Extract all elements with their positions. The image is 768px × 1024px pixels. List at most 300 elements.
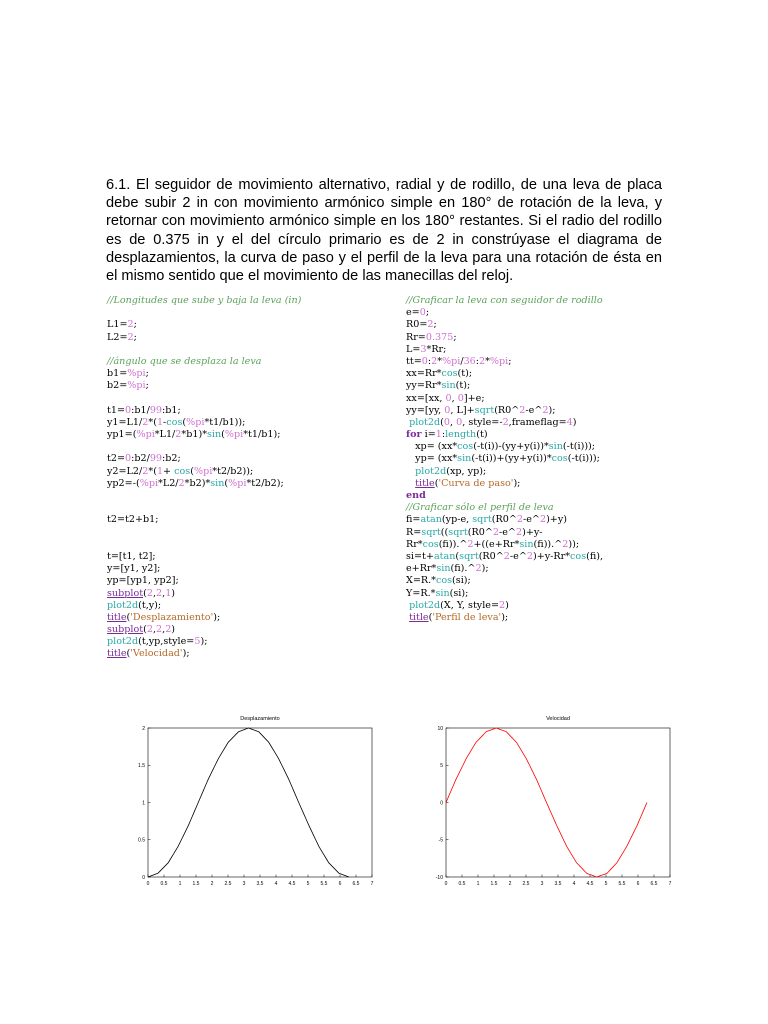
code-line	[107, 514, 301, 526]
code-token: (-t(i))-(yy+y(i))*	[473, 441, 549, 453]
code-token: ,	[162, 624, 166, 636]
code-token: %pi	[193, 465, 213, 477]
code-token: (-t(i))+(yy+y(i))*	[471, 453, 552, 465]
code-token: ;	[145, 368, 149, 380]
code-token: L2=	[107, 331, 128, 343]
code-token: )	[171, 624, 176, 636]
code-token: 0	[444, 404, 451, 416]
code-token: si=t+	[406, 550, 434, 562]
code-token: 2	[127, 319, 134, 331]
x-tick-label: 1.5	[490, 881, 498, 887]
code-line	[107, 490, 301, 502]
code-line	[107, 295, 301, 307]
code-token: );	[182, 648, 190, 660]
code-token: );	[200, 636, 208, 648]
code-token: 2	[479, 355, 486, 367]
code-token: +((e+Rr*	[473, 538, 520, 550]
code-token: sqrt	[474, 404, 495, 416]
code-token: *Rr;	[426, 343, 447, 355]
code-token: %pi	[224, 429, 244, 441]
code-token: plot2d	[107, 636, 139, 648]
code-token: 0.375	[425, 331, 454, 343]
code-token: (t,yp,style=	[138, 636, 195, 648]
code-line	[406, 575, 603, 587]
code-token: )	[171, 587, 176, 599]
x-tick-label: 7	[668, 881, 672, 887]
code-token: subplot	[107, 624, 144, 636]
code-token: cos	[166, 416, 183, 428]
code-line	[107, 319, 301, 331]
code-token: t=[t1, t2];	[107, 550, 156, 562]
code-line	[107, 417, 301, 429]
plot-frame	[148, 728, 372, 877]
code-token: :b2;	[162, 453, 181, 465]
code-line	[107, 575, 301, 587]
code-token: subplot	[107, 587, 144, 599]
code-token: 36	[463, 355, 476, 367]
code-token: )	[505, 599, 509, 611]
code-token: //Graficar sólo el perfil de leva	[406, 502, 554, 514]
code-token: ;	[453, 331, 457, 343]
code-line	[107, 612, 301, 624]
code-token: *t2/b2));	[212, 465, 254, 477]
code-line	[406, 551, 603, 563]
code-token: 2	[146, 624, 153, 636]
code-token: ;	[508, 355, 512, 367]
code-token: 2	[539, 514, 547, 526]
scilab-code-left	[107, 295, 301, 661]
code-line	[406, 393, 603, 405]
code-token: -e^	[509, 550, 527, 562]
code-line	[107, 600, 301, 612]
code-token: ,	[162, 587, 166, 599]
code-token: length	[445, 429, 477, 441]
code-line	[406, 356, 603, 368]
code-token: :b2/	[131, 453, 150, 465]
code-token: 0	[443, 416, 451, 428]
x-tick-label: 6.5	[650, 881, 658, 887]
code-token: ,	[152, 587, 157, 599]
code-line	[406, 453, 603, 465]
code-token: 2	[492, 526, 500, 538]
code-token: )+y-	[522, 526, 543, 538]
code-token: )+y-Rr*	[532, 550, 571, 562]
code-line	[406, 368, 603, 380]
scilab-code-right	[406, 295, 603, 624]
code-token: sqrt	[459, 550, 479, 562]
code-token: 2	[503, 550, 510, 562]
code-token: %pi	[127, 368, 146, 380]
code-token: xx=Rr*	[406, 368, 442, 380]
code-token: )+y)	[546, 514, 568, 526]
code-line	[107, 502, 301, 514]
code-token: sin	[441, 380, 456, 392]
code-token: 2	[515, 526, 523, 538]
code-token: 0	[125, 404, 132, 416]
code-line	[107, 563, 301, 575]
code-token: %pi	[228, 477, 247, 489]
code-token: *t1/b1));	[204, 416, 246, 428]
x-tick-label: 0.5	[458, 881, 466, 887]
code-line	[406, 539, 603, 551]
code-line	[406, 612, 603, 624]
code-token: (fi)).^	[438, 538, 468, 550]
y-tick-label: 2	[142, 725, 145, 732]
code-token: ;	[425, 307, 430, 319]
y-tick-label: -10	[435, 874, 443, 881]
code-token: /	[460, 355, 464, 367]
code-token: 2	[175, 429, 182, 441]
code-token: %pi	[442, 355, 461, 367]
code-line	[107, 453, 301, 465]
x-tick-label: 1	[476, 881, 480, 887]
code-token: 1	[156, 416, 164, 428]
code-token: 2	[475, 563, 482, 575]
code-token: ,	[450, 416, 457, 428]
code-token: 0	[457, 392, 464, 404]
code-line	[406, 429, 603, 441]
code-token: %pi	[186, 416, 205, 428]
code-token: plot2d	[409, 599, 441, 611]
code-line	[107, 539, 301, 551]
code-token: plot2d	[409, 416, 441, 428]
code-token: L1=	[107, 319, 128, 331]
code-token: 'Perfil de leva'	[432, 611, 502, 623]
code-token: );	[501, 611, 509, 623]
x-tick-label: 4	[572, 881, 576, 887]
code-token: ;	[145, 380, 149, 392]
code-token: :	[441, 429, 446, 441]
code-token: 5	[194, 636, 201, 648]
code-line	[406, 600, 603, 612]
code-token: Rr=	[406, 331, 426, 343]
code-token: (-t(i)));	[567, 453, 600, 465]
x-tick-label: 3	[540, 881, 544, 887]
code-token: 2	[499, 599, 506, 611]
code-token: (si);	[449, 587, 469, 599]
code-token: plot2d	[107, 599, 139, 611]
code-token: fi=	[406, 514, 421, 526]
code-line	[107, 441, 301, 453]
code-token: 'Curva de paso'	[438, 477, 514, 489]
code-token: sin	[519, 538, 534, 550]
code-token: 2	[562, 538, 569, 550]
code-token: i=	[421, 429, 436, 441]
code-token: y2=L2/	[107, 465, 143, 477]
code-token: :	[427, 355, 432, 367]
code-token: , L]+	[450, 404, 475, 416]
code-token: title	[415, 477, 435, 489]
code-line	[406, 307, 603, 319]
code-token: R0=	[406, 319, 428, 331]
code-line	[107, 429, 301, 441]
series-line	[148, 728, 349, 877]
code-token: (t);	[455, 380, 471, 392]
x-tick-label: 0	[146, 881, 150, 887]
code-token: (	[126, 611, 131, 623]
code-token: sqrt	[421, 526, 441, 538]
code-token: %pi	[489, 355, 509, 367]
code-token: atan	[433, 550, 456, 562]
code-token: cos	[457, 441, 474, 453]
code-token: yy=[yy,	[406, 404, 445, 416]
code-token: , style=-	[462, 416, 503, 428]
code-token: for	[406, 429, 422, 441]
code-line	[406, 514, 603, 526]
code-token: 2	[519, 404, 526, 416]
code-token: sin	[435, 587, 450, 599]
x-tick-label: 2.5	[522, 881, 530, 887]
code-token: *b2)*	[184, 477, 211, 489]
code-token: (R0^	[467, 526, 493, 538]
code-token: *(	[148, 465, 157, 477]
code-line	[406, 527, 603, 539]
code-token: -e^	[525, 404, 543, 416]
code-token: cos	[422, 538, 439, 550]
displacement-chart	[130, 710, 380, 900]
code-line	[107, 527, 301, 539]
code-token: 1	[435, 429, 442, 441]
x-tick-label: 0.5	[160, 881, 168, 887]
x-tick-label: 5.5	[618, 881, 626, 887]
code-token: tt=	[406, 355, 422, 367]
code-token: 2	[467, 538, 474, 550]
code-line	[107, 551, 301, 563]
code-token: %pi	[136, 429, 155, 441]
code-token: 2	[156, 624, 163, 636]
code-token: );	[513, 477, 521, 489]
code-token: );	[213, 611, 221, 623]
code-token: 'Desplazamiento'	[130, 611, 214, 623]
y-tick-label: 10	[437, 725, 443, 732]
chart-title: Velocidad	[546, 716, 570, 722]
code-line	[107, 648, 301, 660]
code-token: (	[190, 465, 194, 477]
code-token: t1=	[107, 404, 125, 416]
code-token	[406, 478, 415, 489]
x-tick-label: 4.5	[586, 881, 594, 887]
code-token: 2	[142, 416, 149, 428]
x-tick-label: 3.5	[554, 881, 562, 887]
code-token: 3	[420, 343, 427, 355]
code-line	[406, 441, 603, 453]
code-token: (	[221, 429, 225, 441]
x-tick-label: 1	[178, 881, 182, 887]
code-token: *b1)*	[181, 429, 207, 441]
code-token: :b1/	[131, 404, 150, 416]
code-token: 2	[542, 404, 549, 416]
code-token: (R0^	[491, 514, 517, 526]
code-token: (	[428, 611, 433, 623]
x-tick-label: 6	[338, 881, 342, 887]
code-token: 2	[516, 514, 523, 526]
x-tick-label: 2	[210, 881, 214, 887]
code-token: :	[475, 355, 480, 367]
code-token: cos	[435, 575, 453, 587]
code-token: :b1;	[162, 404, 181, 416]
chart-title: Desplazamiento	[240, 716, 280, 722]
code-token: sin	[457, 453, 472, 465]
code-token: ;	[133, 319, 137, 331]
code-token: (t,y);	[138, 599, 162, 611]
code-token: yp=[yp1, yp2];	[107, 575, 179, 587]
y-tick-label: 5	[440, 763, 443, 770]
code-token: yp= (xx*	[406, 453, 458, 465]
code-token: (t);	[457, 368, 473, 380]
code-token: plot2d	[415, 465, 447, 477]
code-token: 2	[165, 624, 172, 636]
y-tick-label: -5	[438, 837, 443, 844]
code-token: 0	[125, 453, 132, 465]
code-token: cos	[551, 453, 568, 465]
code-token: title	[409, 611, 429, 623]
code-line	[406, 466, 603, 478]
code-token: b2=	[107, 380, 128, 392]
code-token: 1	[156, 465, 164, 477]
code-token: 2	[178, 477, 185, 489]
y-tick-label: 0	[142, 874, 145, 881]
code-token: (	[434, 477, 439, 489]
x-tick-label: 3.5	[256, 881, 264, 887]
x-tick-label: 3	[242, 881, 246, 887]
code-token: *t2/b2);	[246, 477, 284, 489]
code-line	[406, 417, 603, 429]
code-token: ,	[152, 624, 157, 636]
code-token: X=R.*	[406, 575, 436, 587]
code-token: (fi)).^	[533, 538, 563, 550]
code-token: *L2/	[158, 477, 179, 489]
code-token: (R0^	[494, 404, 520, 416]
code-line	[107, 393, 301, 405]
code-token: *L1/	[154, 429, 176, 441]
code-token: -e^	[499, 526, 516, 538]
x-tick-label: 4	[274, 881, 278, 887]
code-token: b1=	[107, 368, 128, 380]
code-line	[406, 319, 603, 331]
code-token: )	[572, 416, 577, 428]
code-token: (	[143, 624, 147, 636]
code-line	[406, 502, 603, 514]
code-token: 0	[445, 392, 452, 404]
code-line	[107, 636, 301, 648]
code-token: sin	[207, 429, 222, 441]
code-token: (fi).^	[450, 563, 476, 575]
code-token: //ángulo que se desplaza la leva	[107, 355, 262, 367]
code-token: (	[143, 587, 147, 599]
code-token: y1=L1/	[107, 416, 143, 428]
code-line	[406, 490, 603, 502]
code-token: t2=	[107, 453, 125, 465]
code-token: //Graficar la leva con seguidor de rodillo	[406, 295, 603, 306]
code-line	[107, 356, 301, 368]
code-line	[107, 588, 301, 600]
code-token: +	[163, 465, 175, 477]
code-token: yy=Rr*	[406, 380, 442, 392]
code-token: sin	[548, 441, 563, 453]
code-token: (	[455, 550, 460, 562]
code-line	[107, 307, 301, 319]
code-token: e=	[406, 307, 420, 319]
code-token: 2	[502, 416, 509, 428]
x-tick-label: 2.5	[224, 881, 232, 887]
code-token: ]+e;	[463, 392, 485, 404]
code-token: 1	[165, 587, 172, 599]
y-tick-label: 1	[142, 800, 145, 807]
code-token: (	[224, 477, 229, 489]
code-line	[107, 478, 301, 490]
y-tick-label: 1.5	[138, 763, 145, 770]
code-line	[107, 332, 301, 344]
code-token: 99	[149, 404, 163, 416]
code-token: ,frameflag=	[508, 416, 567, 428]
code-token: 2	[156, 587, 163, 599]
code-token: ;	[433, 319, 437, 331]
code-token: sqrt	[472, 514, 492, 526]
code-token: (	[440, 416, 444, 428]
x-tick-label: 6.5	[352, 881, 360, 887]
x-tick-label: 5	[604, 881, 608, 887]
code-token: title	[107, 648, 127, 660]
code-token: t2=t2+b1;	[107, 514, 159, 526]
code-line	[107, 405, 301, 417]
code-token: 4	[566, 416, 573, 428]
y-tick-label: 0.5	[138, 837, 145, 844]
problem-statement: 6.1. El seguidor de movimiento alternativo, radial y de rodillo, de una leva de placa debe subir 2 in con movimiento armónico simple en 180° de rotación de la leva, y retornar con movimiento armónico simple en los 180° restantes. Si el radio del rodillo es de 0.375 in y el del círculo primario es de 2 in constrúyase el diagrama de desplazamientos, la curva de paso y el perfil de la leva para una rotación de ésta en el mismo sentido que el movimiento de las manecillas del reloj.	[106, 177, 662, 285]
code-token: *(	[148, 416, 157, 428]
code-token: (R0^	[478, 550, 504, 562]
code-token: *	[485, 355, 490, 367]
code-token: 99	[149, 453, 163, 465]
plot-frame	[446, 728, 670, 877]
code-token: (X, Y, style=	[440, 599, 500, 611]
code-token: cos	[174, 465, 191, 477]
code-token: xp= (xx*	[406, 441, 458, 453]
code-token: //Longitudes que sube y baja la leva (in)	[107, 295, 302, 306]
code-line	[107, 344, 301, 356]
code-token: 'Velocidad'	[130, 648, 183, 660]
code-token: 2	[431, 355, 438, 367]
code-token: ));	[568, 538, 580, 550]
code-token: %pi	[127, 380, 146, 392]
x-tick-label: 5	[306, 881, 310, 887]
x-tick-label: 0	[444, 881, 448, 887]
code-token: 2	[142, 465, 149, 477]
x-tick-label: 1.5	[192, 881, 200, 887]
code-token: 0	[456, 416, 463, 428]
code-token: cos	[570, 550, 587, 562]
code-token: y=[y1, y2];	[107, 563, 161, 575]
code-line	[406, 332, 603, 344]
code-token: (si);	[452, 575, 471, 587]
code-token	[406, 466, 415, 477]
code-token: 2	[127, 331, 134, 343]
code-token: title	[107, 611, 127, 623]
code-line	[406, 295, 603, 307]
x-tick-label: 6	[636, 881, 640, 887]
code-token: ((	[440, 526, 449, 538]
code-token: end	[406, 490, 426, 501]
code-token: (fi),	[586, 550, 604, 562]
code-line	[406, 380, 603, 392]
x-tick-label: 2	[508, 881, 512, 887]
code-token: Y=R.*	[406, 587, 436, 599]
code-token: *t1/b1);	[243, 429, 281, 441]
code-token: *	[437, 355, 442, 367]
code-token: (yp-e,	[441, 514, 473, 526]
code-token: (xp, yp);	[446, 465, 487, 477]
x-tick-label: 4.5	[288, 881, 296, 887]
y-tick-label: 0	[440, 800, 443, 807]
